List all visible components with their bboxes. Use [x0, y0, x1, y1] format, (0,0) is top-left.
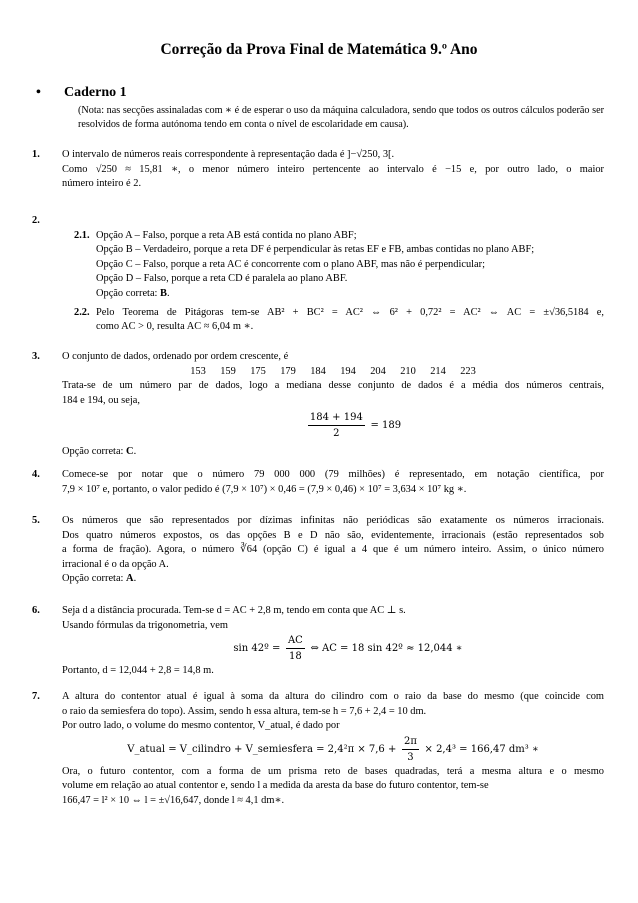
q6-line-2: Usando fórmulas da trigonometria, vem: [62, 619, 228, 631]
q7-line-4: Ora, o futuro contentor, com a forma de um prisma reto de bases quadradas, terá a mesma altura e o mesmo: [62, 765, 604, 777]
q1-line-2: Como √250 ≈ 15,81 ∗, o menor número inteiro pertencente ao intervalo é −15 e, por outro lado, o maior: [62, 163, 604, 175]
fraction-denominator: 2: [333, 428, 340, 440]
q7-line-2: o raio da semiesfera do topo). Assim, sendo h essa altura, tem-se h = 7,6 + 2,4 = 10 dm.: [62, 705, 427, 717]
data-value: 159: [220, 365, 236, 377]
equation-right: × 2,4³ = 166,47 dm³ ∗: [424, 743, 539, 755]
subquestion-number: 2.2.: [74, 306, 90, 318]
q7-line-1: A altura do contentor atual é igual à soma da altura do cilindro com o raio da base do mesmo (que coincide com: [62, 691, 604, 702]
q5-line-4: irracional é o da opção A.: [62, 558, 169, 570]
question-number: 1.: [32, 149, 40, 160]
fraction-numerator: AC: [286, 633, 305, 649]
question-2: [32, 214, 604, 335]
q7-line-6: 166,47 = l² × 10 ⇔ l = ±√16,647, donde l ≈ 4,1 dm∗.: [62, 794, 285, 806]
question-number: 6.: [32, 605, 40, 616]
q2-1-line-3: Opção C – Falso, porque a reta AC é concorrente com o plano ABF, mas não é perpendicular;: [96, 258, 485, 270]
data-value: 194: [340, 365, 356, 377]
q7-line-5: volume em relação ao atual contentor e, sendo l a medida da aresta da base do futuro contentor, tem-se: [62, 780, 489, 792]
subquestion-number: 2.1.: [74, 229, 90, 241]
q5-line-1: Os números que são representados por dízimas infinitas não periódicas são exatamente os números irracionais.: [62, 515, 604, 526]
ordered-data-set: [62, 365, 604, 380]
subquestion-2-2: [62, 306, 604, 335]
q2-1-line-2: Opção B – Verdadeiro, porque a reta DF é perpendicular às retas EF e FB, ambas contidas no plano ABF;: [96, 244, 535, 256]
bullet-icon: •: [36, 85, 41, 100]
q3-answer: [62, 445, 604, 460]
answer-period: .: [133, 573, 137, 585]
fraction-numerator: 2π: [402, 734, 419, 750]
equation-left: sin 42º =: [233, 643, 281, 655]
answer-letter: B: [160, 287, 167, 299]
question-5: [32, 514, 604, 587]
q2-1-line-4: Opção D – Falso, porque a reta CD é paralela ao plano ABF.: [96, 273, 348, 285]
fraction-denominator: 3: [407, 751, 414, 763]
equation-left: V_atual = V_cilindro + V_semiesfera = 2,4²π × 7,6 +: [127, 743, 397, 755]
question-6: [32, 604, 604, 679]
data-value: 175: [250, 365, 266, 377]
page-title: Correção da Prova Final de Matemática 9.º Ano: [160, 41, 478, 58]
section-label: Caderno 1: [64, 85, 127, 100]
answer-letter: C: [126, 446, 134, 458]
question-number: 2.: [32, 215, 40, 226]
question-3: [32, 350, 604, 460]
question-number: 7.: [32, 691, 40, 702]
section-heading: [36, 86, 127, 101]
q5-line-2: Dos quatro números expostos, os das opções B e D não são, evidentemente, irracionais (estão representados sob: [62, 529, 604, 541]
q1-line-1: O intervalo de números reais correspondente à representação dada é ]−√250, 3[.: [62, 149, 395, 160]
q3-line-2: Trata-se de um número par de dados, logo a mediana desse conjunto de dados é a média dos números centrais,: [62, 380, 604, 392]
q5-line-3: a forma de fração). Agora, o número ∛64 (opção C) é igual a 4 que é um número inteiro. Assim, o único número: [62, 544, 604, 556]
data-value: 179: [280, 365, 296, 377]
data-value: 223: [460, 365, 476, 377]
calculator-note: (Nota: nas secções assinaladas com ∗ é de esperar o uso da máquina calculadora, sendo que todos os outros cálculos poderão ser resolvidos de forma autónoma tendo em conta o nível de escolaridade em causa).: [78, 105, 604, 130]
median-result: = 189: [370, 420, 402, 432]
median-fraction: [308, 410, 365, 441]
trig-fraction: [286, 633, 305, 664]
trig-equation: [62, 633, 604, 664]
q5-answer: [62, 572, 604, 587]
data-value: 204: [370, 365, 386, 377]
data-value: 184: [310, 365, 326, 377]
q2-2-line-1: Pelo Teorema de Pitágoras tem-se AB² + BC² = AC² ⇔ 6² + 0,72² = AC² ⇔ AC = ±√36,5184 e,: [96, 306, 604, 318]
q7-line-3: Por outro lado, o volume do mesmo contentor, V_atual, é dado por: [62, 720, 340, 732]
q2-2-line-2: como AC > 0, resulta AC ≈ 6,04 m ∗.: [96, 321, 254, 333]
answer-letter: A: [126, 573, 134, 585]
q4-line-1: Comece-se por notar que o número 79 000 000 (79 milhões) é representado, em notação científica, por: [62, 469, 604, 480]
volume-equation: [62, 734, 604, 765]
data-value: 210: [400, 365, 416, 377]
question-1: [32, 148, 604, 192]
q4-line-2: 7,9 × 10⁷ e, portanto, o valor pedido é (7,9 × 10⁷) × 0,46 = (7,9 × 0,46) × 10⁷ = 3,634 × 10⁷ kg ∗.: [62, 483, 467, 495]
q2-1-line-1: Opção A – Falso, porque a reta AB está contida no plano ABF;: [96, 229, 357, 241]
median-equation: [62, 410, 604, 441]
answer-period: .: [133, 446, 137, 458]
q3-line-3: 184 e 194, ou seja,: [62, 394, 140, 406]
data-value: 214: [430, 365, 446, 377]
q1-line-3: número inteiro é 2.: [62, 178, 142, 190]
answer-period: .: [166, 287, 170, 299]
volume-fraction: [402, 734, 419, 765]
question-4: [32, 468, 604, 497]
question-number: 5.: [32, 515, 40, 526]
subquestion-2-1: [62, 229, 604, 302]
answer-label: Opção correta:: [62, 573, 127, 585]
fraction-numerator: 184 + 194: [308, 410, 365, 426]
question-7: [32, 690, 604, 809]
answer-label: Opção correta:: [96, 287, 161, 299]
answer-label: Opção correta:: [62, 446, 127, 458]
question-number: 3.: [32, 351, 40, 362]
q6-line-3: Portanto, d = 12,044 + 2,8 = 14,8 m.: [62, 665, 214, 677]
q3-line-1: O conjunto de dados, ordenado por ordem crescente, é: [62, 351, 289, 362]
question-number: 4.: [32, 469, 40, 480]
equation-right: ⇔ AC = 18 sin 42º ≈ 12,044 ∗: [310, 643, 463, 655]
data-value: 153: [190, 365, 206, 377]
q2-1-answer: [96, 287, 604, 302]
q6-line-1: Seja d a distância procurada. Tem-se d = AC + 2,8 m, tendo em conta que AC ⊥ s.: [62, 605, 406, 616]
fraction-denominator: 18: [289, 651, 302, 663]
